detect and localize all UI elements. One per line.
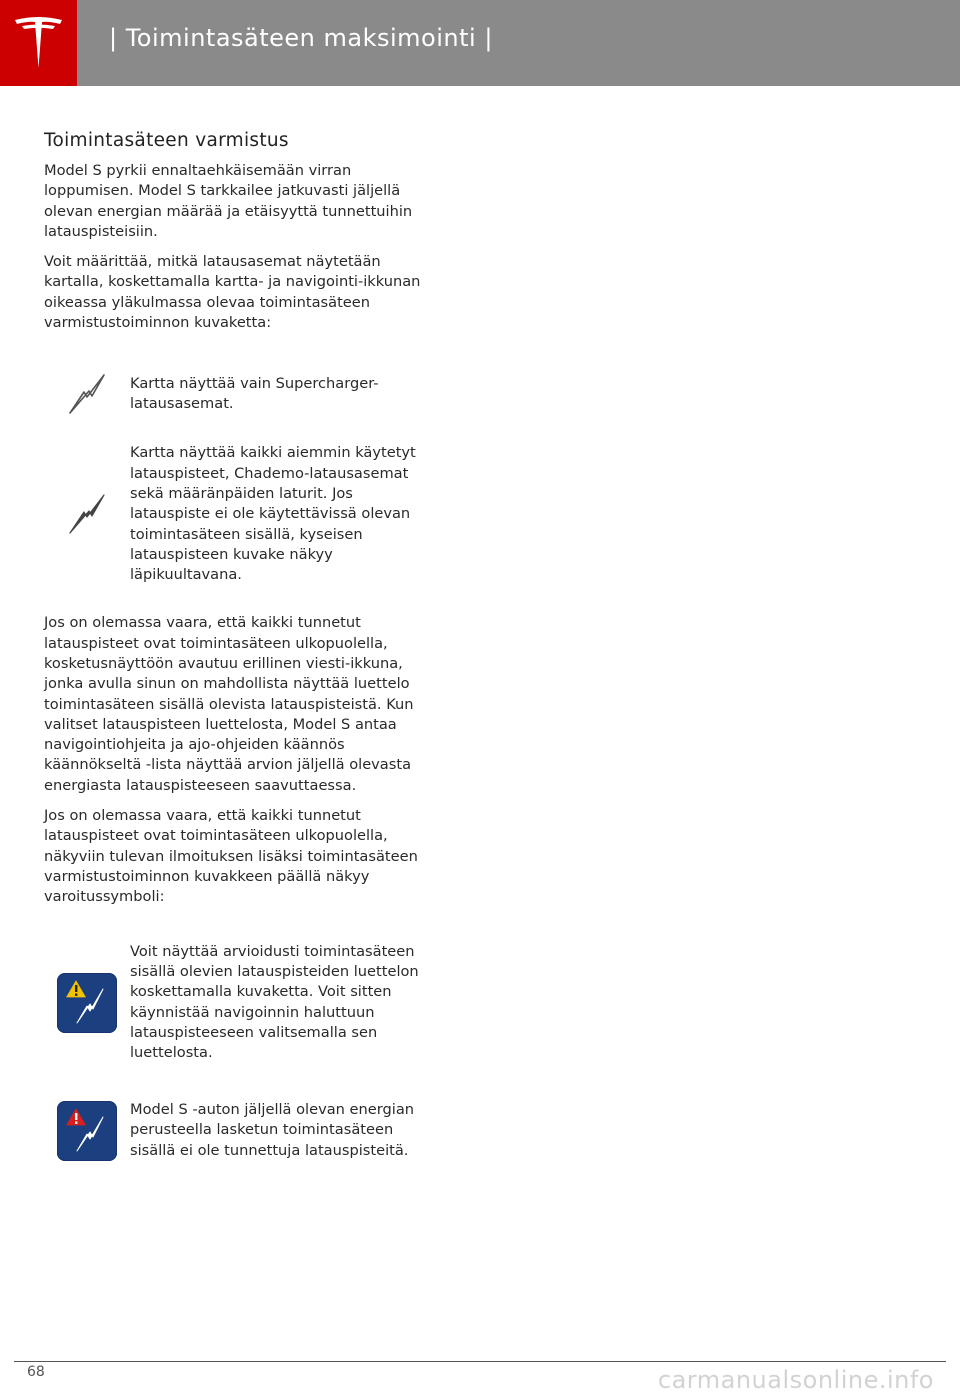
bolt-outline-icon — [67, 372, 107, 416]
icon-row-all-chargers — [44, 443, 436, 585]
red-warning-bolt-icon — [57, 1101, 117, 1161]
icon-row-text: Kartta näyttää kaikki aiemmin käytetyt latauspisteet, Chademo-latausasemat sekä määränpäiden laturit. Jos latauspiste ei ole käytettävissä olevan toimintasäteen sisällä, kyseisen latauspisteen kuvake näkyy läpikuultavana. — [130, 444, 416, 584]
warning-symbol-paragraph: Jos on olemassa vaara, että kaikki tunnetut latauspisteet ovat toimintasäteen ulkopuolella, näkyviin tulevan ilmoituksen lisäksi toimintasäteen varmistustoiminnon kuvakkeen päällä näkyy varoitussymboli: — [44, 807, 418, 906]
header-title: | Toimintasäteen maksimointi | — [109, 24, 493, 52]
map-icon-paragraph: Voit määrittää, mitkä latausasemat näytetään kartalla, koskettamalla kartta- ja navigointi-ikkunan oikeassa yläkulmassa olevaa toimintasäteen varmistustoiminnon kuvaketta: — [44, 253, 421, 332]
icon-cell — [44, 973, 130, 1033]
icon-row-text: Voit näyttää arvioidusti toimintasäteen sisällä olevien latauspisteiden luettelon koskettamalla kuvaketta. Voit sitten käynnistää navigoinnin haluttuun latauspisteeseen valitsemalla sen luettelosta. — [130, 942, 419, 1062]
icon-cell — [44, 1101, 130, 1161]
main-content — [44, 130, 436, 1172]
icon-row-supercharger — [44, 363, 436, 425]
footer-divider — [14, 1361, 946, 1362]
icon-cell — [44, 492, 130, 536]
icon-cell — [44, 372, 130, 416]
yellow-warning-bolt-icon — [57, 973, 117, 1033]
icon-row-text: Kartta näyttää vain Supercharger-latausasemat. — [130, 375, 379, 413]
tesla-logo — [0, 0, 77, 86]
intro-paragraph: Model S pyrkii ennaltaehkäisemään virran loppumisen. Model S tarkkailee jatkuvasti jäljellä olevan energian määrää ja etäisyyttä tunnettuihin latauspisteisiin. — [44, 162, 413, 240]
bolt-filled-icon — [67, 492, 107, 536]
tesla-logo-icon — [13, 16, 64, 70]
page-header — [0, 0, 960, 86]
icon-row-yellow-warning — [44, 932, 436, 1074]
watermark: carmanualsonline.info — [657, 1366, 934, 1394]
section-title: Toimintasäteen varmistus — [44, 130, 289, 151]
icon-row-text: Model S -auton jäljellä olevan energian perusteella lasketun toimintasäteen sisällä ei ole tunnettuja latauspisteitä. — [130, 1101, 415, 1159]
page-number: 68 — [27, 1364, 45, 1380]
icon-row-red-warning — [44, 1090, 436, 1172]
range-warning-paragraph: Jos on olemassa vaara, että kaikki tunnetut latauspisteet ovat toimintasäteen ulkopuolella, kosketusnäyttöön avautuu erillinen viesti-ikkuna, jonka avulla sinun on mahdollista näyttää luettelo toimintasäteen sisällä olevista latauspisteistä. Kun valitset latauspisteen luettelosta, Model S antaa navigointiohjeita ja ajo-ohjeiden käännös käännökseltä -lista näyttää arvion jäljellä olevasta energiasta latauspisteeseen saavuttaessa. — [44, 614, 414, 794]
